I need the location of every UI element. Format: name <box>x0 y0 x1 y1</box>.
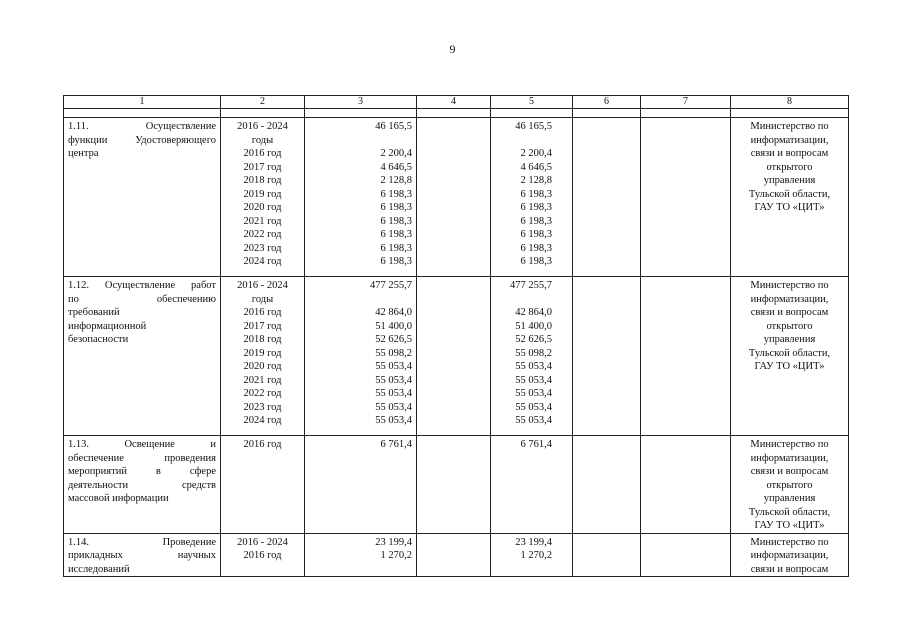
amount-value: 4 646,5 <box>520 161 552 173</box>
amount-value: 6 198,3 <box>380 188 412 200</box>
amount-value: 23 199,4 <box>515 536 552 548</box>
amount-value: 55 098,2 <box>375 347 412 359</box>
period-line: 2023 год <box>243 242 282 254</box>
period-line: 2016 год <box>243 148 282 159</box>
amount-value: 55 053,4 <box>375 415 412 426</box>
amount-value: 477 255,7 <box>370 280 412 291</box>
table-row <box>64 118 849 277</box>
period-line: 2018 год <box>243 175 282 186</box>
table-row <box>64 277 849 436</box>
col-header-8: 8 <box>731 96 849 109</box>
period-cell <box>221 118 305 277</box>
period-line: 2022 год <box>243 229 282 240</box>
amount-value <box>495 134 552 148</box>
period-line: 2023 год <box>243 401 282 413</box>
period-line: 2019 год <box>243 188 282 200</box>
amount-value: 55 053,4 <box>515 401 552 413</box>
col-header-2: 2 <box>221 96 305 109</box>
empty-cell <box>417 118 491 277</box>
executor-line: связи и вопросам <box>750 466 829 477</box>
amount-value: 42 864,0 <box>515 307 552 318</box>
amount-value: 23 199,4 <box>375 536 412 548</box>
table-row <box>64 533 849 577</box>
executor-line: ГАУ ТО «ЦИТ» <box>754 520 825 531</box>
activity-name-cell <box>64 118 221 277</box>
amount-col3-cell <box>305 118 417 277</box>
executor-line: открытого <box>766 161 813 173</box>
amount-value: 6 198,3 <box>520 188 552 200</box>
executor-cell <box>731 436 849 534</box>
amount-value: 6 198,3 <box>380 215 412 227</box>
amount-value: 6 198,3 <box>520 242 552 254</box>
period-line: 2017 год <box>243 320 282 332</box>
period-line: 2018 год <box>243 334 282 345</box>
activity-name-line: деятельности средств <box>68 479 216 491</box>
amount-value: 55 053,4 <box>375 401 412 413</box>
period-line: 2024 год <box>243 415 282 426</box>
empty-cell <box>573 277 641 436</box>
executor-cell <box>731 118 849 277</box>
executor-line: информатизации, <box>750 550 829 561</box>
empty-cell <box>573 118 641 277</box>
amount-col3-cell <box>305 533 417 577</box>
amount-value: 52 626,5 <box>375 334 412 345</box>
period-line: 2024 год <box>243 256 282 267</box>
period-cell <box>221 436 305 534</box>
period-line: годы <box>251 293 274 305</box>
amount-value: 51 400,0 <box>515 320 552 332</box>
amount-value: 55 053,4 <box>375 361 412 372</box>
amount-value: 6 761,4 <box>380 439 412 450</box>
amount-value: 6 198,3 <box>520 202 552 213</box>
executor-line: связи и вопросам <box>750 307 829 318</box>
amount-value <box>495 293 552 307</box>
amount-value: 2 200,4 <box>520 148 552 159</box>
executor-line: информатизации, <box>750 293 829 305</box>
amount-value: 477 255,7 <box>510 280 552 291</box>
executor-line: информатизации, <box>750 452 829 464</box>
activity-name-line: центра <box>68 148 99 159</box>
executor-line: управления <box>763 175 816 186</box>
col-header-3: 3 <box>305 96 417 109</box>
period-line: 2016 год <box>243 307 282 318</box>
executor-line: ГАУ ТО «ЦИТ» <box>754 361 825 372</box>
col-header-4: 4 <box>417 96 491 109</box>
amount-value <box>309 293 412 307</box>
activity-name-cell <box>64 436 221 534</box>
period-line: 2019 год <box>243 347 282 359</box>
executor-line: Министерство по <box>750 536 829 548</box>
empty-cell <box>641 118 731 277</box>
amount-value: 6 198,3 <box>520 256 552 267</box>
amount-col5-cell <box>491 118 573 277</box>
amount-col5-cell <box>491 436 573 534</box>
activity-name-line: массовой информации <box>68 493 169 504</box>
amount-value: 55 053,4 <box>515 361 552 372</box>
amount-value: 55 053,4 <box>515 388 552 399</box>
period-line: 2016 - 2024 <box>237 121 288 132</box>
amount-value: 55 053,4 <box>375 374 412 386</box>
amount-value: 6 198,3 <box>380 256 412 267</box>
executor-cell <box>731 277 849 436</box>
col-header-6: 6 <box>573 96 641 109</box>
activity-name-line: информационной <box>68 320 147 332</box>
amount-value: 1 270,2 <box>520 550 552 561</box>
amount-value: 6 198,3 <box>520 215 552 227</box>
period-line: 2021 год <box>243 374 282 386</box>
executor-cell <box>731 533 849 577</box>
budget-table <box>63 95 849 577</box>
activity-name-line: исследований <box>68 563 130 575</box>
amount-value: 1 270,2 <box>380 550 412 561</box>
executor-line: Тульской области, <box>748 188 831 200</box>
activity-name-line: 1.13. Освещение и <box>68 439 216 450</box>
col-header-7: 7 <box>641 96 731 109</box>
executor-line: Министерство по <box>750 280 829 291</box>
activity-name-line: 1.11. Осуществление <box>68 121 216 132</box>
activity-name-line: требований <box>68 307 120 318</box>
period-line: 2016 год <box>243 550 282 561</box>
amount-value: 55 053,4 <box>515 374 552 386</box>
period-line: 2021 год <box>243 215 282 227</box>
amount-value: 52 626,5 <box>515 334 552 345</box>
amount-col5-cell <box>491 277 573 436</box>
period-line: 2022 год <box>243 388 282 399</box>
activity-name-line: 1.12. Осуществление работ <box>68 280 216 291</box>
empty-cell <box>641 533 731 577</box>
empty-cell <box>573 533 641 577</box>
period-cell <box>221 533 305 577</box>
executor-line: Тульской области, <box>748 506 831 518</box>
executor-line: связи и вопросам <box>750 148 829 159</box>
amount-value: 4 646,5 <box>380 161 412 173</box>
empty-cell <box>417 436 491 534</box>
executor-line: ГАУ ТО «ЦИТ» <box>754 202 825 213</box>
amount-col3-cell <box>305 436 417 534</box>
empty-cell <box>641 436 731 534</box>
col-header-1: 1 <box>64 96 221 109</box>
activity-name-line: функции Удостоверяющего <box>68 134 216 146</box>
executor-line: связи и вопросам <box>750 563 829 575</box>
amount-value: 55 098,2 <box>515 347 552 359</box>
executor-line: Министерство по <box>750 121 829 132</box>
period-line: 2020 год <box>243 361 282 372</box>
period-cell <box>221 277 305 436</box>
header-row <box>64 96 849 109</box>
activity-name-line: 1.14. Проведение <box>68 536 216 548</box>
amount-value: 6 761,4 <box>520 439 552 450</box>
amount-value: 6 198,3 <box>520 229 552 240</box>
amount-value: 55 053,4 <box>515 415 552 426</box>
period-line: 2016 - 2024 <box>237 280 288 291</box>
amount-col3-cell <box>305 277 417 436</box>
amount-value: 55 053,4 <box>375 388 412 399</box>
empty-cell <box>417 277 491 436</box>
amount-value: 6 198,3 <box>380 229 412 240</box>
col-header-5: 5 <box>491 96 573 109</box>
amount-value <box>309 134 412 148</box>
amount-value: 42 864,0 <box>375 307 412 318</box>
activity-name-line: безопасности <box>68 334 129 345</box>
amount-value: 46 165,5 <box>375 121 412 132</box>
activity-name-line: по обеспечению <box>68 293 216 305</box>
executor-line: Тульской области, <box>748 347 831 359</box>
period-line: 2016 - 2024 <box>237 536 288 548</box>
amount-value: 6 198,3 <box>380 242 412 254</box>
period-line: 2020 год <box>243 202 282 213</box>
activity-name-line: мероприятий в сфере <box>68 466 216 477</box>
empty-cell <box>573 436 641 534</box>
period-line: 2017 год <box>243 161 282 173</box>
executor-line: открытого <box>766 320 813 332</box>
spacer-row <box>64 109 849 118</box>
activity-name-cell <box>64 277 221 436</box>
period-line: годы <box>251 134 274 146</box>
activity-name-line: обеспечение проведения <box>68 452 216 464</box>
empty-cell <box>641 277 731 436</box>
activity-name-cell <box>64 533 221 577</box>
executor-line: информатизации, <box>750 134 829 146</box>
period-line: 2016 год <box>243 439 282 450</box>
page-number: 9 <box>449 42 456 56</box>
amount-value: 2 200,4 <box>380 148 412 159</box>
amount-value: 46 165,5 <box>515 121 552 132</box>
amount-value: 2 128,8 <box>520 175 552 186</box>
amount-value: 51 400,0 <box>375 320 412 332</box>
executor-line: управления <box>763 493 816 504</box>
empty-cell <box>417 533 491 577</box>
amount-value: 6 198,3 <box>380 202 412 213</box>
executor-line: Министерство по <box>750 439 829 450</box>
executor-line: управления <box>763 334 816 345</box>
executor-line: открытого <box>766 479 813 491</box>
amount-col5-cell <box>491 533 573 577</box>
amount-value: 2 128,8 <box>380 175 412 186</box>
activity-name-line: прикладных научных <box>68 550 216 561</box>
table-row <box>64 436 849 534</box>
